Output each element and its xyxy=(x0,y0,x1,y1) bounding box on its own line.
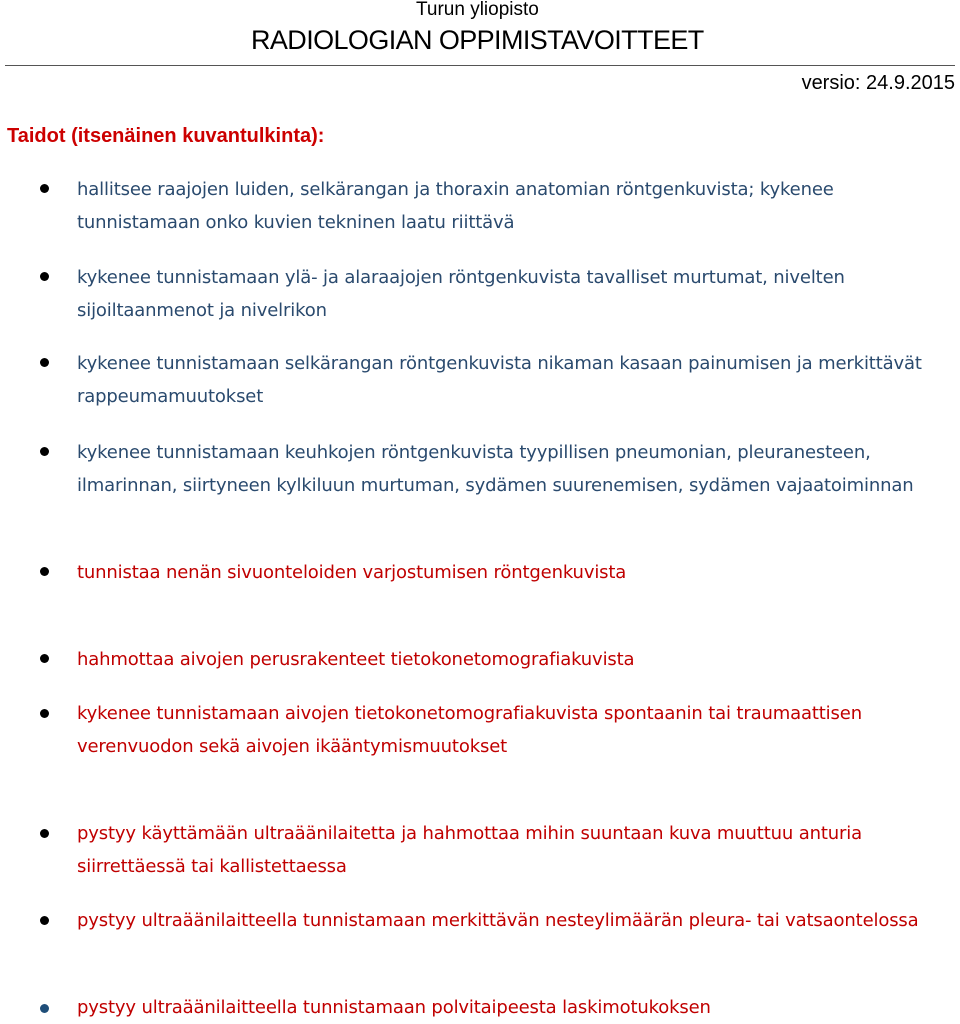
list-item: pystyy ultraäänilaitteella tunnistamaan polvitaipeesta laskimotukoksen xyxy=(77,997,711,1018)
bullet-icon xyxy=(40,184,49,193)
university-name: Turun yliopisto xyxy=(416,0,539,20)
list-item: hallitsee raajojen luiden, selkärangan ja thoraxin anatomian röntgenkuvista; kykenee tunnistamaan onko kuvien tekninen laatu riittävä xyxy=(77,179,834,233)
document-title: RADIOLOGIAN OPPIMISTAVOITTEET xyxy=(251,25,704,55)
bullet-icon xyxy=(40,829,49,838)
list-item: tunnistaa nenän sivuonteloiden varjostumisen röntgenkuvista xyxy=(77,562,627,583)
bullet-icon xyxy=(40,358,49,367)
list-item: kykenee tunnistamaan ylä- ja alaraajojen röntgenkuvista tavalliset murtumat, nivelten sijoiltaanmenot ja nivelrikon xyxy=(77,267,845,321)
document-header xyxy=(0,0,960,94)
list-item: kykenee tunnistamaan aivojen tietokonetomografiakuvista spontaanin tai traumaattisen verenvuodon sekä aivojen ikääntymismuutokset xyxy=(77,703,862,757)
version-label: versio: 24.9.2015 xyxy=(801,72,955,94)
bullet-icon xyxy=(40,567,49,576)
list-item: kykenee tunnistamaan keuhkojen röntgenkuvista tyypillisen pneumonian, pleuranesteen, ilmarinnan, siirtyneen kylkiluun murtuman, sydämen suurenemisen, sydämen vajaatoiminnan xyxy=(77,442,914,496)
bullet-icon xyxy=(40,272,49,281)
bullet-icon xyxy=(40,916,49,925)
list-item: pystyy käyttämään ultraäänilaitetta ja hahmottaa mihin suuntaan kuva muuttuu anturia siirrettäessä tai kallistettaessa xyxy=(77,823,862,877)
section-heading: Taidot (itsenäinen kuvantulkinta): xyxy=(7,125,325,147)
list-item: kykenee tunnistamaan selkärangan röntgenkuvista nikaman kasaan painumisen ja merkittävät rappeumamuutokset xyxy=(77,353,922,407)
bullet-icon xyxy=(40,1004,49,1013)
list-item: pystyy ultraäänilaitteella tunnistamaan merkittävän nesteylimäärän pleura- tai vatsaontelossa xyxy=(77,910,919,931)
list-item: hahmottaa aivojen perusrakenteet tietokonetomografiakuvista xyxy=(77,649,635,670)
bullet-icon xyxy=(40,654,49,663)
header-divider xyxy=(5,65,955,66)
bullet-icon xyxy=(40,447,49,456)
bullet-icon xyxy=(40,709,49,718)
